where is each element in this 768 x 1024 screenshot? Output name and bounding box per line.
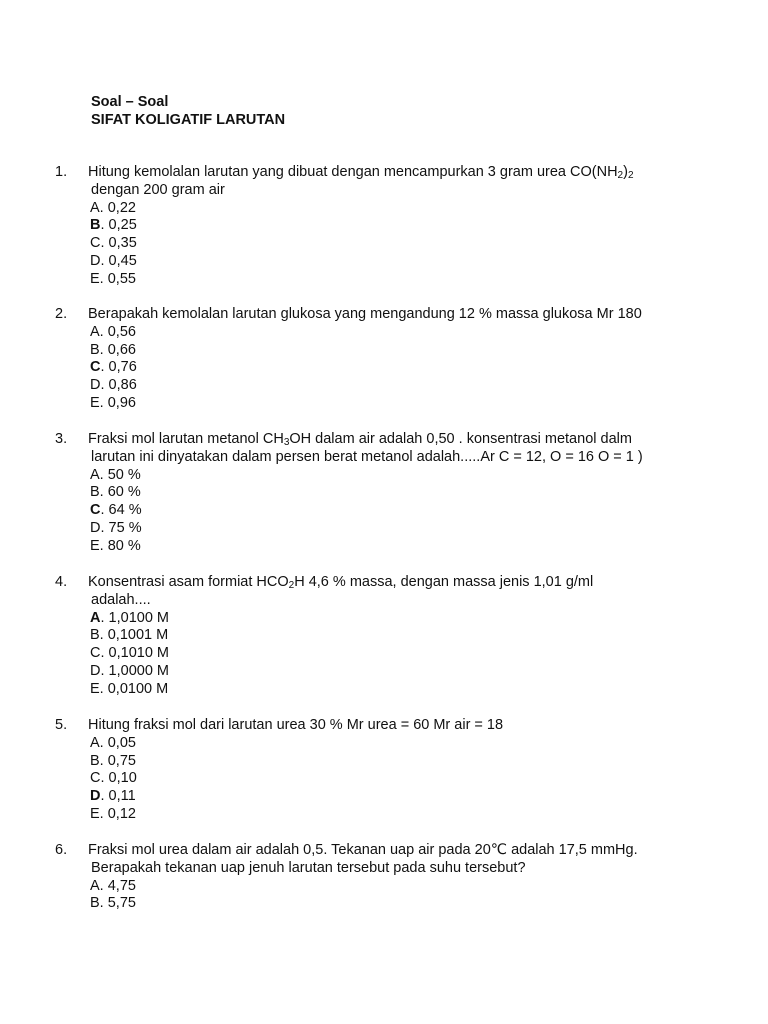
question-line-2: adalah.... (91, 591, 151, 608)
option-e (90, 271, 735, 289)
option-letter: A (90, 877, 100, 894)
option-text: . 0,0100 M (99, 680, 169, 697)
header-subtitle: SIFAT KOLIGATIF LARUTAN (91, 112, 286, 128)
option-c (90, 645, 735, 663)
option-b (90, 484, 735, 502)
option-d (90, 788, 735, 806)
option-letter: C (90, 502, 101, 519)
option-c (90, 770, 735, 788)
option-b (90, 627, 735, 645)
question-number: 6. (55, 842, 68, 858)
option-e (90, 538, 735, 556)
option-text: . 0,25 (100, 217, 137, 234)
option-text: . 0,10 (100, 770, 137, 787)
question-line-2: Berapakah tekanan uap jenuh larutan tersebut pada suhu tersebut? (91, 859, 526, 876)
option-text: . 0,75 (99, 752, 136, 769)
option-letter: A (90, 734, 100, 751)
text-run: Konsentrasi asam formiat HCO (88, 574, 289, 590)
option-e (90, 681, 735, 699)
option-text: . 80 % (99, 537, 141, 554)
option-letter: E (90, 680, 100, 697)
text-run: Hitung kemolalan larutan yang dibuat dengan mencampurkan 3 gram urea CO(NH (88, 164, 618, 180)
option-d (90, 377, 735, 395)
option-text: . 5,75 (99, 895, 136, 912)
option-text: . 0,22 (99, 199, 136, 216)
options-list (90, 610, 735, 699)
option-letter: A (90, 609, 101, 626)
question-line-2: larutan ini dinyatakan dalam persen berat metanol adalah.....Ar C = 12, O = 16 O = 1 ) (91, 448, 643, 465)
option-letter: B (90, 752, 100, 769)
option-letter: E (90, 805, 100, 822)
question-text (88, 306, 735, 324)
question-text (88, 431, 735, 467)
option-letter: D (90, 377, 101, 394)
option-letter: B (90, 484, 100, 501)
option-letter: A (90, 323, 100, 340)
option-text: . 0,55 (99, 270, 136, 287)
option-letter: B (90, 341, 100, 358)
document-header (91, 93, 285, 129)
option-letter: E (90, 537, 100, 554)
option-e (90, 395, 735, 413)
header-title: Soal – Soal (91, 94, 169, 110)
option-letter: A (90, 199, 100, 216)
option-text: . 0,86 (100, 377, 137, 394)
question-3 (55, 431, 735, 556)
question-line-1: Fraksi mol urea dalam air adalah 0,5. Tekanan uap air pada 20℃ adalah 17,5 mmHg. (88, 842, 638, 858)
option-a (90, 324, 735, 342)
text-run: Fraksi mol larutan metanol CH (88, 431, 284, 447)
option-letter: B (90, 627, 100, 644)
subscript: 2 (617, 170, 624, 181)
question-number: 2. (55, 306, 68, 322)
option-letter: C (90, 770, 101, 787)
question-text (88, 164, 735, 200)
question-text (88, 842, 735, 878)
option-d (90, 520, 735, 538)
question-line-1 (88, 431, 735, 449)
subscript: 2 (288, 580, 295, 591)
option-letter: B (90, 895, 100, 912)
subscript: 3 (283, 437, 290, 448)
text-run: OH dalam air adalah 0,50 . konsentrasi metanol dalm (289, 431, 632, 447)
options-list (90, 878, 735, 914)
option-letter: D (90, 662, 101, 679)
options-list (90, 200, 735, 289)
option-letter: C (90, 645, 101, 662)
option-text: . 0,35 (100, 235, 137, 252)
question-text (88, 717, 735, 735)
option-text: . 0,1010 M (100, 645, 169, 662)
question-number: 1. (55, 164, 68, 180)
question-line-1: Hitung fraksi mol dari larutan urea 30 % Mr urea = 60 Mr air = 18 (88, 717, 504, 733)
option-letter: C (90, 235, 101, 252)
options-list (90, 467, 735, 556)
option-a (90, 735, 735, 753)
option-letter: D (90, 252, 101, 269)
option-letter: E (90, 270, 100, 287)
question-2 (55, 306, 735, 413)
option-a (90, 467, 735, 485)
options-list (90, 735, 735, 824)
option-text: . 0,76 (100, 359, 137, 376)
option-text: . 50 % (99, 466, 141, 483)
option-c (90, 359, 735, 377)
option-c (90, 502, 735, 520)
option-text: . 1,0100 M (100, 609, 169, 626)
option-text: . 1,0000 M (100, 662, 169, 679)
question-1 (55, 164, 735, 289)
question-number: 4. (55, 574, 68, 590)
option-letter: E (90, 394, 100, 411)
option-text: . 0,96 (99, 394, 136, 411)
option-a (90, 878, 735, 896)
option-text: . 0,05 (99, 734, 136, 751)
option-a (90, 200, 735, 218)
question-line-2: dengan 200 gram air (91, 181, 225, 198)
option-letter: A (90, 466, 100, 483)
subscript: 2 (627, 170, 634, 181)
option-c (90, 235, 735, 253)
option-letter: B (90, 217, 101, 234)
option-b (90, 342, 735, 360)
question-line-1: Berapakah kemolalan larutan glukosa yang mengandung 12 % massa glukosa Mr 180 (88, 306, 642, 322)
option-text: . 0,56 (99, 323, 136, 340)
option-d (90, 663, 735, 681)
option-text: . 0,1001 M (99, 627, 169, 644)
option-text: . 4,75 (99, 877, 136, 894)
text-run: H 4,6 % massa, dengan massa jenis 1,01 g/ml (294, 574, 594, 590)
option-b (90, 217, 735, 235)
question-4 (55, 574, 735, 699)
option-letter: C (90, 359, 101, 376)
option-text: . 0,45 (100, 252, 137, 269)
question-5 (55, 717, 735, 824)
question-line-1 (88, 574, 735, 592)
option-letter: D (90, 788, 101, 805)
option-b (90, 895, 735, 913)
option-d (90, 253, 735, 271)
option-text: . 64 % (100, 502, 142, 519)
option-text: . 75 % (100, 519, 142, 536)
question-line-1 (88, 164, 735, 182)
question-text (88, 574, 735, 610)
option-text: . 60 % (99, 484, 141, 501)
options-list (90, 324, 735, 413)
question-number: 5. (55, 717, 68, 733)
option-e (90, 806, 735, 824)
question-6 (55, 842, 735, 913)
option-letter: D (90, 519, 101, 536)
option-text: . 0,66 (99, 341, 136, 358)
option-text: . 0,12 (99, 805, 136, 822)
text-run: ) (623, 164, 628, 180)
option-a (90, 610, 735, 628)
question-number: 3. (55, 431, 68, 447)
option-b (90, 753, 735, 771)
option-text: . 0,11 (100, 788, 136, 805)
